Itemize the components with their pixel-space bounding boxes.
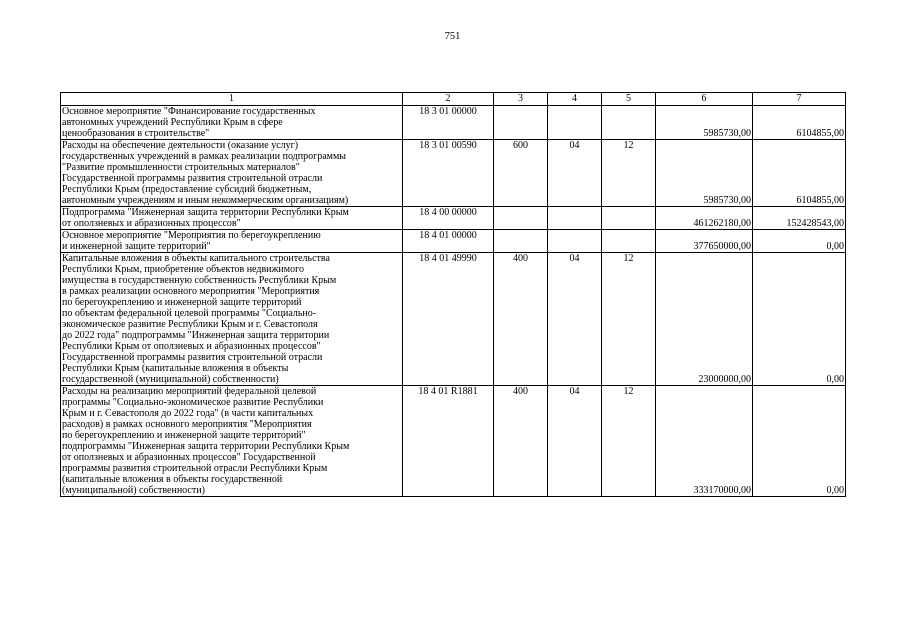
- expense-type-code: 400: [494, 253, 548, 386]
- subsection-code: 12: [602, 253, 656, 386]
- header-cell: 2: [403, 93, 494, 106]
- section-code: 04: [548, 253, 602, 386]
- item-name-cell: [61, 253, 403, 386]
- item-name: Расходы на обеспечение деятельности (оказание услуг) государственных учреждений в рамках реализации подпрограммы "Развитие промышленности строительных материалов" Государственной программы развития строительной отрасли Республики Крым (предоставление субсидий бюджетным, автономным учреждениям и иным некоммерческим организациям): [62, 140, 349, 206]
- item-name-cell: [61, 207, 403, 230]
- item-name: Подпрограмма "Инженерная защита территории Республики Крым от оползневых и абразионных процессов": [62, 207, 349, 229]
- item-name: Капитальные вложения в объекты капитального строительства Республики Крым, приобретение объектов недвижимого имущества в государственную собственность Республики Крым в рамках реализации основного мероприятия "Мероприятия по берегоукреплению и инженерной защите территорий по объектам федеральной целевой программы "Социально- экономическое развитие Республики Крым и г. Севастополя до 2022 года" подпрограммы "Инженерная защита территории Республики Крым от оползневых и абразионных процессов" Государственной программы развития строительной отрасли Республики Крым (капитальные вложения в объекты государственной (муниципальной) собственности): [62, 253, 337, 385]
- expense-type-code: 400: [494, 386, 548, 497]
- amount-col6: 461262180,00: [656, 207, 753, 230]
- amount-col6: 377650000,00: [656, 230, 753, 253]
- budget-table: [60, 92, 846, 497]
- page-number: 751: [444, 31, 461, 42]
- item-name: Основное мероприятие "Финансирование государственных автономных учреждений Республики Крым в сфере ценообразования в строительстве": [62, 106, 316, 139]
- item-name-cell: [61, 230, 403, 253]
- target-article-code: 18 4 01 R1881: [403, 386, 494, 497]
- subsection-code: 12: [602, 140, 656, 207]
- section-code: [548, 106, 602, 140]
- header-cell: 5: [602, 93, 656, 106]
- amount-col7: 152428543,00: [753, 207, 846, 230]
- target-article-code: 18 4 01 49990: [403, 253, 494, 386]
- header-row: [61, 93, 846, 106]
- table-row: [61, 253, 846, 386]
- expense-type-code: [494, 106, 548, 140]
- table-row: [61, 386, 846, 497]
- item-name-cell: [61, 140, 403, 207]
- subsection-code: [602, 230, 656, 253]
- table-row: [61, 230, 846, 253]
- amount-col6: 5985730,00: [656, 140, 753, 207]
- subsection-code: [602, 106, 656, 140]
- amount-col6: 23000000,00: [656, 253, 753, 386]
- subsection-code: 12: [602, 386, 656, 497]
- amount-col7: 0,00: [753, 386, 846, 497]
- amount-col7: 0,00: [753, 230, 846, 253]
- header-cell: 3: [494, 93, 548, 106]
- amount-col7: 6104855,00: [753, 106, 846, 140]
- section-code: 04: [548, 386, 602, 497]
- amount-col6: 5985730,00: [656, 106, 753, 140]
- header-cell: 6: [656, 93, 753, 106]
- table-row: [61, 140, 846, 207]
- expense-type-code: 600: [494, 140, 548, 207]
- header-cell: 4: [548, 93, 602, 106]
- section-code: [548, 230, 602, 253]
- item-name-cell: [61, 106, 403, 140]
- amount-col7: 0,00: [753, 253, 846, 386]
- expense-type-code: [494, 230, 548, 253]
- target-article-code: 18 3 01 00590: [403, 140, 494, 207]
- table-row: [61, 106, 846, 140]
- header-cell: 7: [753, 93, 846, 106]
- target-article-code: 18 4 01 00000: [403, 230, 494, 253]
- section-code: 04: [548, 140, 602, 207]
- item-name-cell: [61, 386, 403, 497]
- target-article-code: 18 3 01 00000: [403, 106, 494, 140]
- item-name: Основное мероприятие "Мероприятия по берегоукреплению и инженерной защите территорий": [62, 230, 321, 252]
- target-article-code: 18 4 00 00000: [403, 207, 494, 230]
- header-cell: 1: [61, 93, 403, 106]
- section-code: [548, 207, 602, 230]
- amount-col6: 333170000,00: [656, 386, 753, 497]
- expense-type-code: [494, 207, 548, 230]
- amount-col7: 6104855,00: [753, 140, 846, 207]
- item-name: Расходы на реализацию мероприятий федеральной целевой программы "Социально-экономическое развитие Республики Крым и г. Севастополя до 2022 года" (в части капитальных расходов) в рамках основного мероприятия "Мероприятия по берегоукреплению и инженерной защите территорий" подпрограммы "Инженерная защита территории Республики Крым от оползневых и абразионных процессов" Государственной программы развития строительной отрасли Республики Крым (капитальные вложения в объекты государственной (муниципальной) собственности): [62, 386, 350, 496]
- subsection-code: [602, 207, 656, 230]
- table-row: [61, 207, 846, 230]
